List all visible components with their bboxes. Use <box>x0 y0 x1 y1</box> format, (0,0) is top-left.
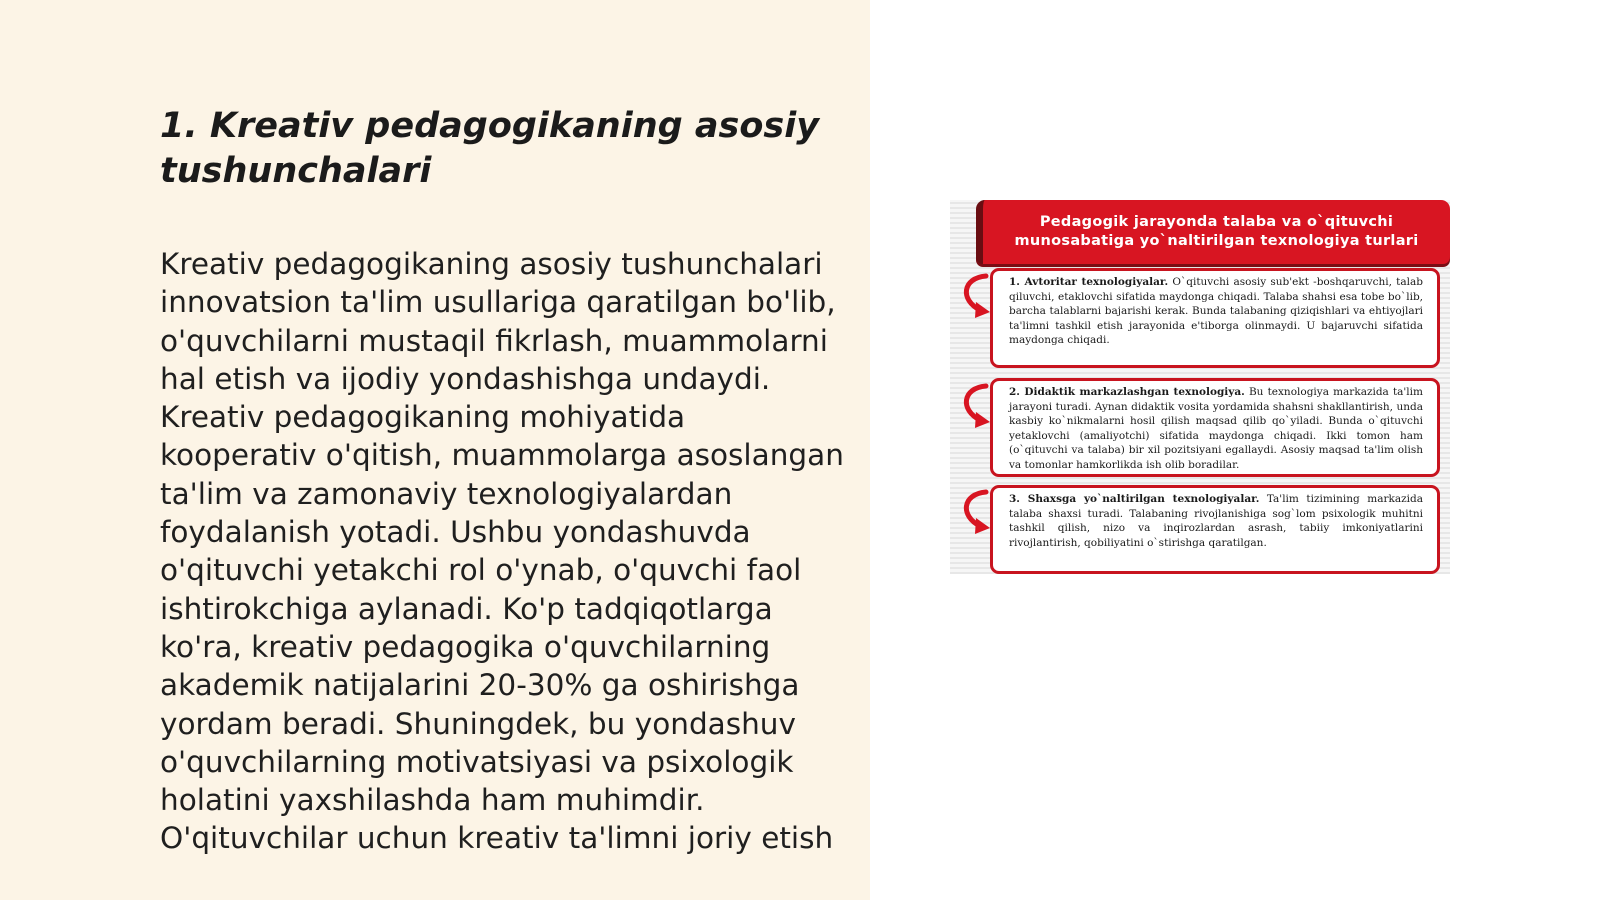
slide-title: 1. Kreativ pedagogikaning asosiy tushunchalari <box>160 106 820 191</box>
technology-type-item <box>990 378 1440 477</box>
item-text: O`qituvchi asosiy sub'ekt -boshqaruvchi, talab qiluvchi, etaklovchi sifatida maydonga chiqadi. Talaba shahsi esa tobe bo`lib, barcha talablarni bajarishi kerak. Bunda talabaning qiziqishlari va ehtiyojlari ta'limni tashkil etish jarayonida e'tiborga olinmaydi. U bajaruvchi sifatida maydonga chiqadi. <box>1009 276 1423 347</box>
item-text: Bu texnologiya markazida ta'lim jarayoni turadi. Aynan didaktik vosita yordamida shahsni shakllantirish, unda kasbiy ko`nikmalarni hosil qilish maqsad qilib qo`yiladi. Bunda o`qituvchi yetaklovchi (amaliyotchi) sifatida maydonga chiqadi. Ikki tomon ham (o`qituvchi va talaba) bir xil pozitsiyani egallaydi. Asosiy maqsad ta'lim olish va tomonlar hamkorlikda ish olib boradilar. <box>1009 386 1423 471</box>
technology-type-item <box>990 485 1440 574</box>
item-heading: 3. Shaxsga yo`naltirilgan texnologiyalar. <box>1009 493 1260 505</box>
item-text: Ta'lim tizimining markazida talaba shaxsi turadi. Talabaning rivojlanishiga sog`lom psixologik muhitni tashkil qilish, nizo va inqirozlardan asrash, tabiiy imkoniyatlarini rivojlantirish, qobiliyatini o`stirishga qaratilgan. <box>1009 493 1423 549</box>
item-heading: 1. Avtoritar texnologiyalar. <box>1009 276 1169 288</box>
slide-body-text: Kreativ pedagogikaning asosiy tushunchalari innovatsion ta'lim usullariga qaratilgan bo'lib, o'quvchilarni mustaqil fikrlash, muammolarni hal etish va ijodiy yondashishga undaydi. Kreativ pedagogikaning mohiyatida kooperativ o'qitish, muammolarga asoslangan ta'lim va zamonaviy texnologiyalardan foydalanish yotadi. Ushbu yondashuvda o'qituvchi yetakchi rol o'ynab, o'quvchi faol ishtirokchiga aylanadi. Ko'p tadqiqotlarga ko'ra, kreativ pedagogika o'quvchilarning akademik natijalarini 20-30% ga oshirishga yordam beradi. Shuningdek, bu yondashuv o'quvchilarning motivatsiyasi va psixologik holatini yaxshilashda ham muhimdir. O'qituvchilar uchun kreativ ta'limni joriy etish <box>160 247 844 856</box>
curved-arrow-icon <box>956 486 992 536</box>
technology-type-item <box>990 268 1440 368</box>
diagram-header <box>976 200 1450 264</box>
diagram-header-text: Pedagogik jarayonda talaba va o`qituvchi munosabatiga yo`naltirilgan texnologiya turlari <box>1014 214 1419 249</box>
technology-types-diagram <box>950 200 1450 574</box>
item-heading: 2. Didaktik markazlashgan texnologiya. <box>1009 386 1245 398</box>
curved-arrow-icon <box>956 380 992 430</box>
curved-arrow-icon <box>956 270 992 320</box>
